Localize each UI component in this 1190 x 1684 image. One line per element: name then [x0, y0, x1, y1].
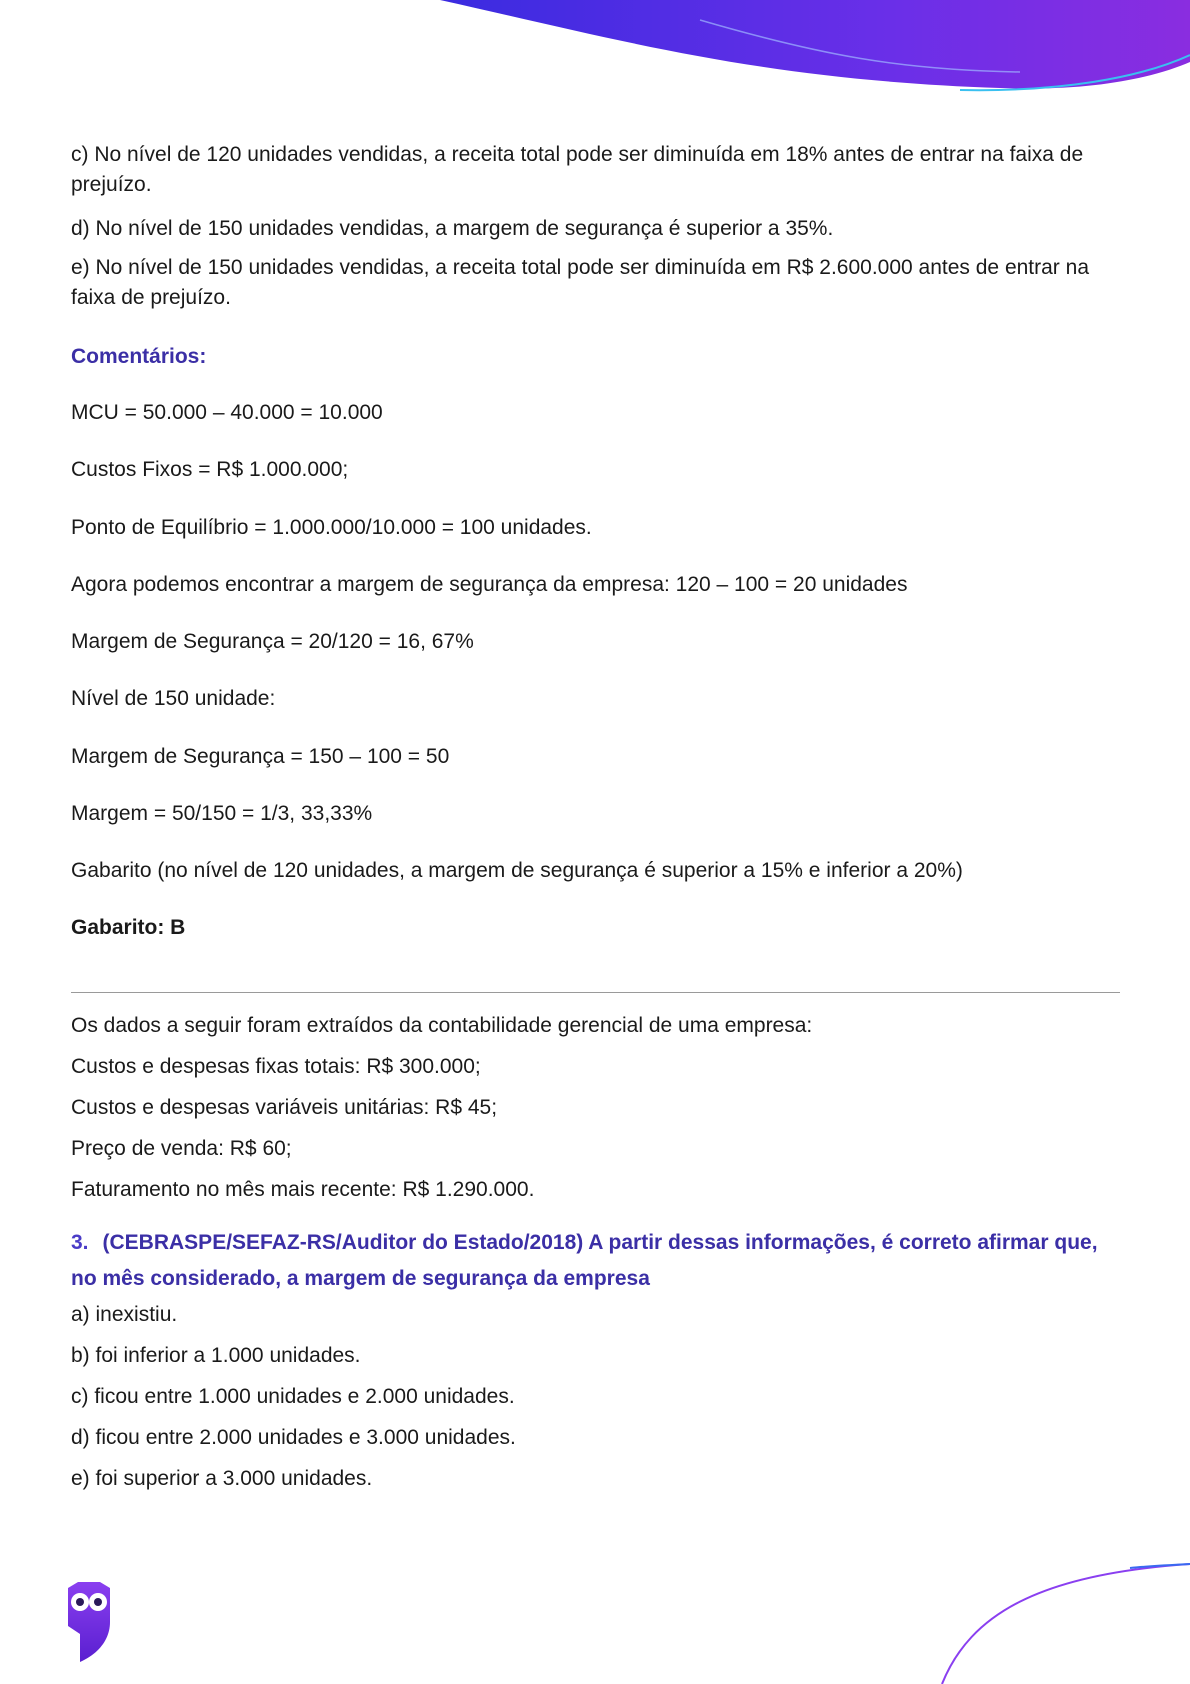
- question-3: [71, 1225, 1120, 1297]
- comment-line: Agora podemos encontrar a margem de segurança da empresa: 120 – 100 = 20 unidades: [71, 573, 908, 596]
- question-number: 3.: [71, 1231, 89, 1254]
- data-line: Custos e despesas variáveis unitárias: R$ 45;: [71, 1096, 498, 1119]
- comment-line: Margem de Segurança = 150 – 100 = 50: [71, 745, 450, 768]
- comment-line: Custos Fixos = R$ 1.000.000;: [71, 458, 349, 481]
- data-line: Os dados a seguir foram extraídos da contabilidade gerencial de uma empresa:: [71, 1014, 813, 1037]
- comment-line: Margem = 50/150 = 1/3, 33,33%: [71, 802, 373, 825]
- comment-line: MCU = 50.000 – 40.000 = 10.000: [71, 401, 383, 424]
- option-c-previous: c) No nível de 120 unidades vendidas, a receita total pode ser diminuída em 18% antes de entrar na faixa de prejuízo.: [71, 143, 1084, 196]
- data-line: Custos e despesas fixas totais: R$ 300.000;: [71, 1055, 481, 1078]
- question-option-d: d) ficou entre 2.000 unidades e 3.000 unidades.: [71, 1426, 516, 1449]
- owl-logo: [62, 1578, 116, 1662]
- comments-heading: Comentários:: [71, 345, 207, 368]
- question-option-c: c) ficou entre 1.000 unidades e 2.000 unidades.: [71, 1385, 515, 1408]
- footer-curve-decoration: [930, 1544, 1190, 1684]
- comment-line: Nível de 150 unidade:: [71, 687, 276, 710]
- option-d-previous: d) No nível de 150 unidades vendidas, a margem de segurança é superior a 35%.: [71, 217, 834, 240]
- header-wave-decoration: [0, 0, 1190, 110]
- comment-line: Ponto de Equilíbrio = 1.000.000/10.000 = 100 unidades.: [71, 516, 592, 539]
- data-line: Preço de venda: R$ 60;: [71, 1137, 292, 1160]
- question-option-e: e) foi superior a 3.000 unidades.: [71, 1467, 373, 1490]
- comment-line: Margem de Segurança = 20/120 = 16, 67%: [71, 630, 474, 653]
- option-e-previous: e) No nível de 150 unidades vendidas, a receita total pode ser diminuída em R$ 2.600.000 antes de entrar na faixa de prejuízo.: [71, 256, 1089, 309]
- question-text: (CEBRASPE/SEFAZ-RS/Auditor do Estado/2018) A partir dessas informações, é correto afirmar que, no mês considerado, a margem de segurança da empresa: [71, 1231, 1098, 1290]
- question-option-b: b) foi inferior a 1.000 unidades.: [71, 1344, 361, 1367]
- answer-key: Gabarito: B: [71, 916, 186, 939]
- question-option-a: a) inexistiu.: [71, 1303, 178, 1326]
- comment-line: Gabarito (no nível de 120 unidades, a margem de segurança é superior a 15% e inferior a 20%): [71, 859, 963, 882]
- section-divider: [71, 992, 1120, 993]
- data-line: Faturamento no mês mais recente: R$ 1.290.000.: [71, 1178, 535, 1201]
